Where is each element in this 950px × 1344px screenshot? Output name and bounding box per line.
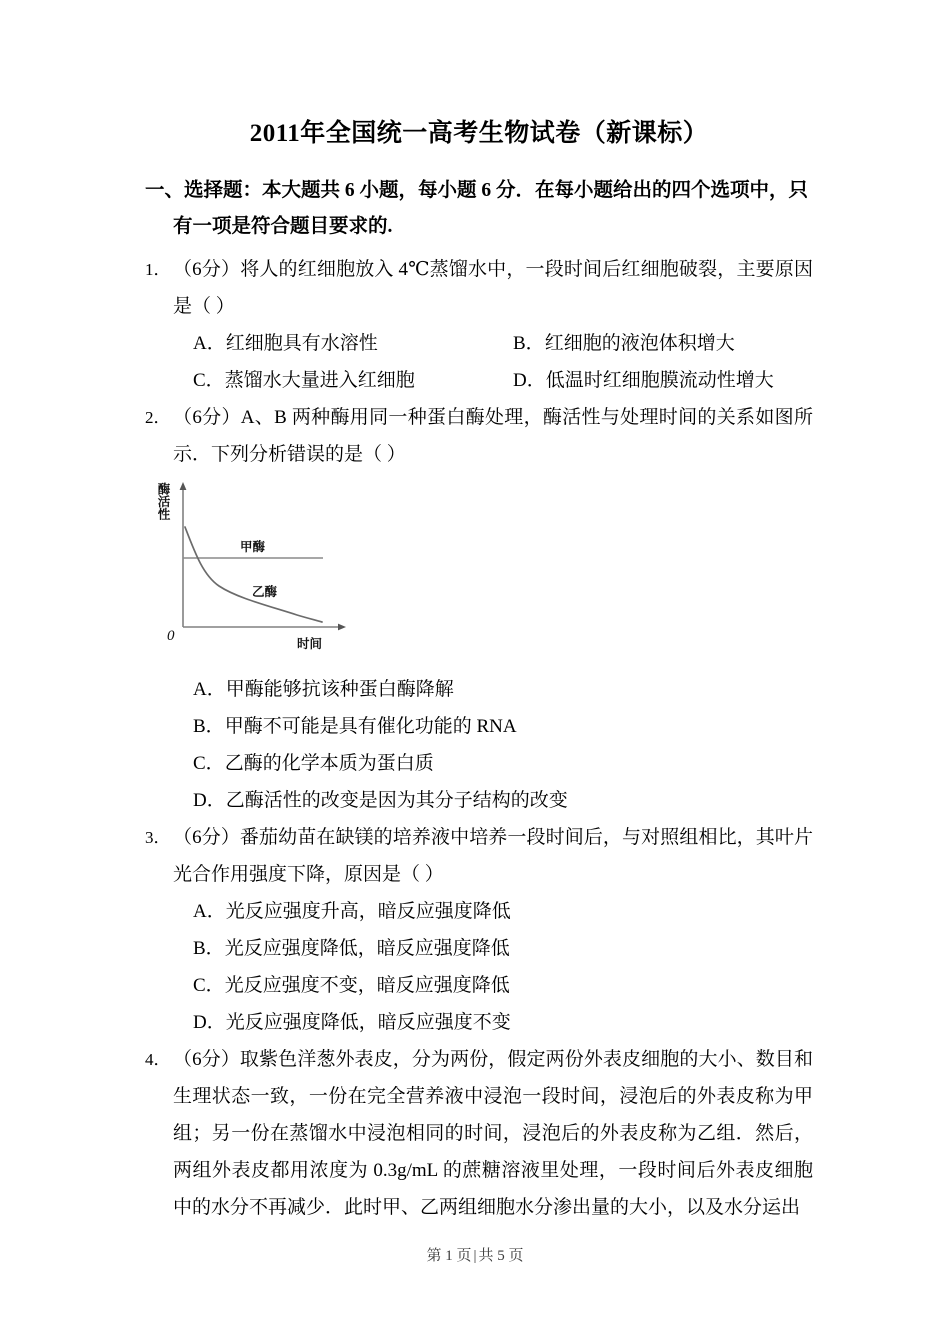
footer-current-page: 第 1 页 (426, 1248, 472, 1264)
question-1 (145, 251, 813, 399)
option-d[interactable] (493, 362, 813, 399)
option-b[interactable] (173, 930, 510, 967)
option-row (173, 745, 813, 782)
option-d-label: D． (193, 1011, 226, 1033)
option-c[interactable] (173, 967, 510, 1004)
option-row (173, 893, 813, 930)
chart-y-axis-label: 酶活性 (156, 481, 170, 520)
option-c[interactable] (173, 362, 493, 399)
chart-series-label-yi: 乙酶 (252, 584, 278, 599)
section-header (145, 173, 813, 245)
x-axis-arrow (338, 623, 346, 630)
option-d[interactable] (173, 1004, 511, 1041)
option-d-label: D． (193, 789, 226, 811)
option-b-text: 光反应强度降低，暗反应强度降低 (224, 937, 510, 959)
question-4-number: 4． (145, 1049, 171, 1069)
option-d-text: 低温时红细胞膜流动性增大 (545, 369, 774, 391)
question-4-text: （6分）取紫色洋葱外表皮，分为两份，假定两份外表皮细胞的大小、数目和生理状态一致，一份在完全营养液中浸泡一段时间，浸泡后的外表皮称为甲组；另一份在蒸馏水中浸泡相同的时间，浸泡后的外表皮称为乙组．然后，两组外表皮都用浓度为 0.3g/mL 的蔗糖溶液里处理，一段时间后外表皮细胞中的水分不再减少．此时甲、乙两组细胞水分渗出量的大小，以及水分运出 (173, 1048, 813, 1218)
option-d-label: D． (513, 369, 546, 391)
option-row (173, 325, 813, 362)
question-2-options (145, 671, 813, 819)
option-row (173, 1004, 813, 1041)
question-2-number: 2． (145, 407, 171, 427)
question-3-text: （6分）番茄幼苗在缺镁的培养液中培养一段时间后，与对照组相比，其叶片光合作用强度下降，原因是（ ） (173, 826, 813, 885)
option-b[interactable] (493, 325, 813, 362)
question-1-options (145, 325, 813, 399)
option-a[interactable] (173, 893, 511, 930)
option-row (173, 782, 813, 819)
page-footer (0, 1244, 950, 1265)
option-a-text: 甲酶能够抗该种蛋白酶降解 (225, 678, 454, 700)
question-3-options (145, 893, 813, 1041)
option-row (173, 708, 813, 745)
option-b[interactable] (173, 708, 517, 745)
question-1-number: 1． (145, 259, 171, 279)
chart-origin-label: 0 (167, 627, 175, 644)
option-c[interactable] (173, 745, 434, 782)
y-axis-arrow (180, 482, 187, 490)
option-a[interactable] (173, 671, 454, 708)
chart-x-axis-label: 时间 (297, 636, 323, 651)
chart-svg (145, 479, 375, 654)
question-1-text: （6分）将人的红细胞放入 4℃蒸馏水中，一段时间后红细胞破裂，主要原因是（ ） (173, 258, 813, 317)
option-c-label: C． (193, 369, 225, 391)
option-c-label: C． (193, 752, 225, 774)
question-2-text: （6分）A、B 两种酶用同一种蛋白酶处理，酶活性与处理时间的关系如图所示．下列分析错误的是（ ） (173, 406, 813, 465)
option-a-text: 红细胞具有水溶性 (225, 332, 378, 354)
option-row (173, 967, 813, 1004)
section-header-line-1: 一、选择题：本大题共 6 小题，每小题 6 分．在每小题给出的四个选项中，只 (145, 179, 809, 201)
option-row (173, 671, 813, 708)
option-a-label: A． (193, 678, 226, 700)
option-a[interactable] (173, 325, 493, 362)
option-row (173, 930, 813, 967)
option-b-label: B． (193, 937, 225, 959)
chart-series-label-jia: 甲酶 (240, 539, 266, 554)
footer-separator: | (473, 1248, 477, 1264)
option-row (173, 362, 813, 399)
page-content (145, 118, 813, 1226)
option-c-text: 光反应强度不变，暗反应强度降低 (224, 974, 510, 996)
question-2 (145, 399, 813, 819)
option-a-label: A． (193, 900, 226, 922)
footer-total-pages: 共 5 页 (478, 1248, 524, 1264)
option-b-text: 红细胞的液泡体积增大 (544, 332, 735, 354)
option-d[interactable] (173, 782, 568, 819)
option-c-text: 乙酶的化学本质为蛋白质 (224, 752, 434, 774)
question-3-number: 3． (145, 827, 171, 847)
question-4 (145, 1041, 813, 1226)
option-b-text: 甲酶不可能是具有催化功能的 RNA (224, 715, 517, 737)
page-title: 2011年全国统一高考生物试卷（新课标） (249, 120, 709, 147)
option-b-label: B． (193, 715, 225, 737)
option-a-label: A． (193, 332, 226, 354)
option-d-text: 光反应强度降低，暗反应强度不变 (225, 1011, 511, 1033)
enzyme-activity-chart (145, 479, 813, 667)
option-a-text: 光反应强度升高，暗反应强度降低 (225, 900, 511, 922)
option-b-label: B． (513, 332, 545, 354)
question-3 (145, 819, 813, 1041)
section-header-line-2: 有一项是符合题目要求的. (173, 215, 393, 237)
option-c-label: C． (193, 974, 225, 996)
option-c-text: 蒸馏水大量进入红细胞 (224, 369, 415, 391)
option-d-text: 乙酶活性的改变是因为其分子结构的改变 (225, 789, 568, 811)
